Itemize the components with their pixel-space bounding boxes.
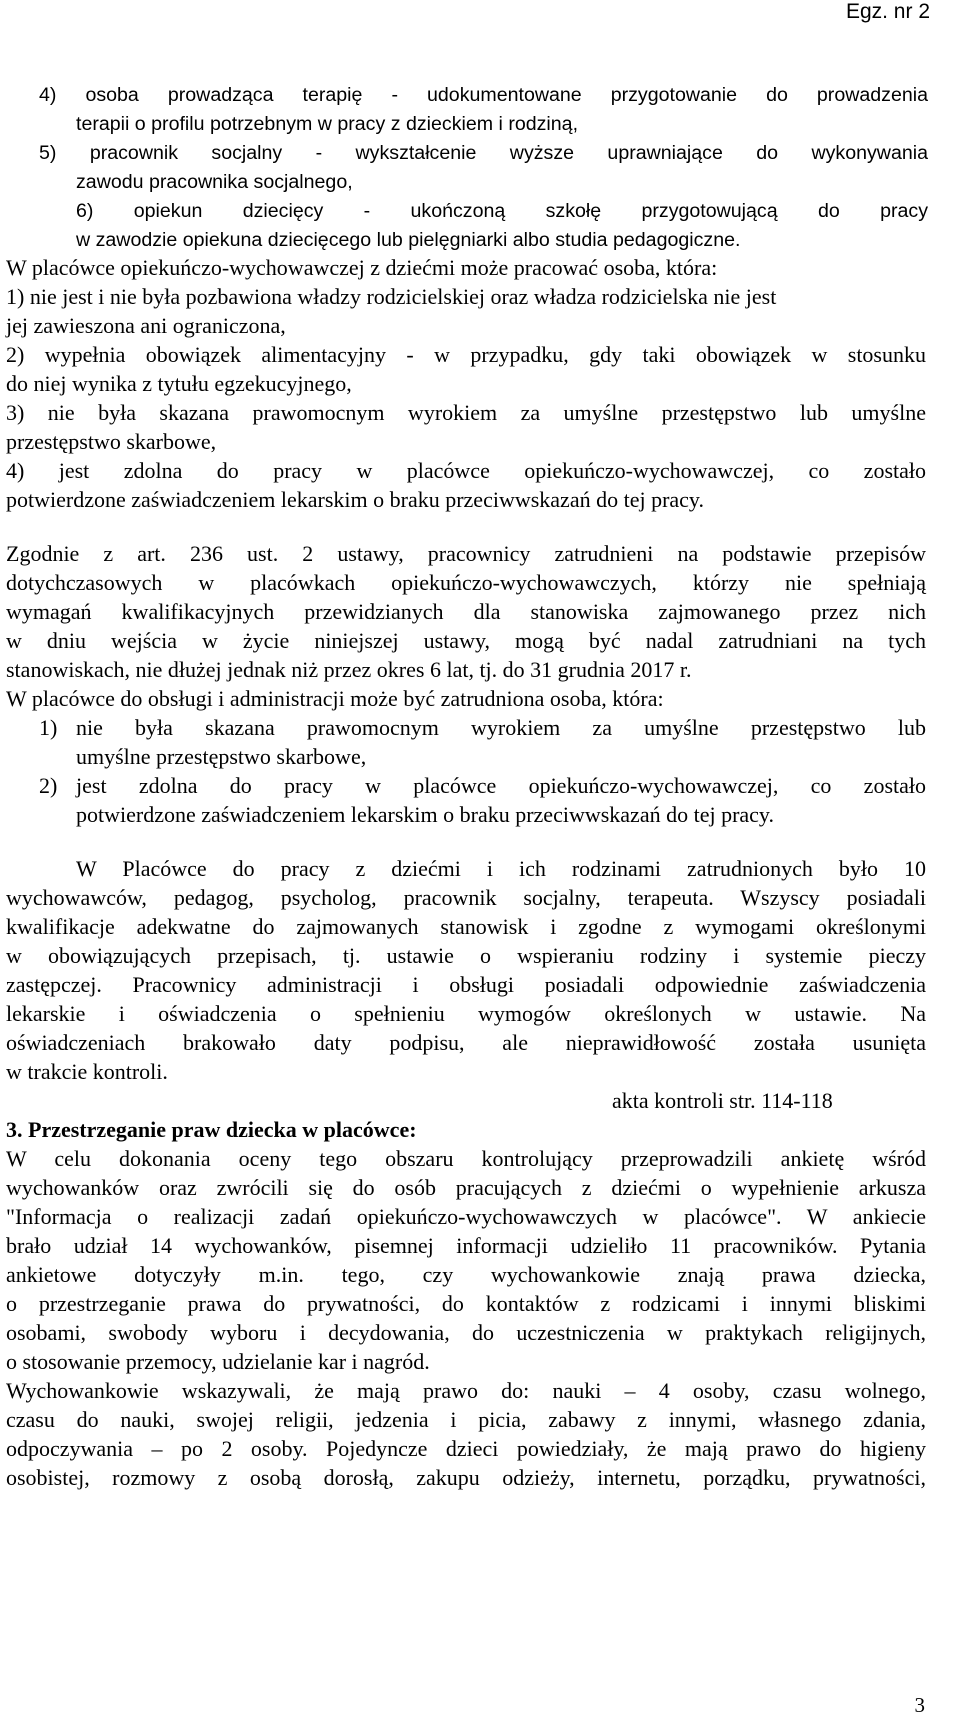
admin-item-1-line2: umyślne przestępstwo skarbowe, [76,744,367,769]
s3-p1-line8: o stosowanie przemocy, udzielanie kar i nagród. [6,1349,430,1374]
s3-p1-line7: osobami, swobody wyboru i decydowania, do uczestniczenia w praktykach religijnych, [6,1320,926,1345]
staff-line2: wychowawców, pedagog, psycholog, pracownik socjalny, terapeuta. Wszyscy posiadali [6,885,926,910]
art236-line2: dotychczasowych w placówkach opiekuńczo-wychowawczych, którzy nie spełniają [6,570,926,595]
list-item-therapist-line1: 4) osoba prowadząca terapię - udokumentowane przygotowanie do prowadzenia [39,84,928,106]
s3-p2-line1: Wychowankowie wskazywali, że mają prawo do: nauki – 4 osoby, czasu wolnego, [6,1378,926,1403]
section-3-heading: 3. Przestrzeganie praw dziecka w placówce: [6,1117,417,1142]
staff-line1: W Placówce do pracy z dziećmi i ich rodzinami zatrudnionych było 10 [76,856,926,881]
staff-line3: kwalifikacje adekwatne do zajmowanych stanowisk i zgodne z wymogami określonymi [6,914,926,939]
audit-file-reference: akta kontroli str. 114-118 [612,1088,833,1113]
requirement-4-line1: 4) jest zdolna do pracy w placówce opiekuńczo-wychowawczej, co zostało [6,458,926,483]
admin-item-2-line2: potwierdzone zaświadczeniem lekarskim o braku przeciwwskazań do tej pracy. [76,802,774,827]
s3-p1-line3: "Informacja o realizacji zadań opiekuńczo-wychowawczych w placówce". W ankiecie [6,1204,926,1229]
list-item-therapist-line2: terapii o profilu potrzebnym w pracy z dzieckiem i rodziną, [76,113,579,135]
list-item-child-carer-line2: w zawodzie opiekuna dziecięcego lub pielęgniarki albo studia pedagogiczne. [76,229,741,251]
s3-p1-line4: brało udział 14 wychowanków, pisemnej informacji udzieliło 11 pracowników. Pytania [6,1233,926,1258]
requirement-3-line1: 3) nie była skazana prawomocnym wyrokiem za umyślne przestępstwo lub umyślne [6,400,926,425]
admin-item-1-number: 1) [39,715,58,740]
art236-line5: stanowiskach, nie dłużej jednak niż przez okres 6 lat, tj. do 31 grudnia 2017 r. [6,657,692,682]
staff-line4: w obowiązujących przepisach, tj. ustawie o wspieraniu rodziny i systemie pieczy [6,943,926,968]
requirement-4-line2: potwierdzone zaświadczeniem lekarskim o braku przeciwwskazań do tej pracy. [6,487,704,512]
admin-intro: W placówce do obsługi i administracji może być zatrudniona osoba, która: [6,686,664,711]
requirement-2-line2: do niej wynika z tytułu egzekucyjnego, [6,371,352,396]
s3-p1-line2: wychowanków oraz zwrócili się do osób pracujących z dziećmi o wypełnienie arkusza [6,1175,926,1200]
s3-p1-line6: o przestrzeganie prawa do prywatności, do kontaktów z rodzicami i innymi bliskimi [6,1291,926,1316]
staff-line6: lekarskie i oświadczenia o spełnieniu wymogów określonych w ustawie. Na [6,1001,926,1026]
s3-p1-line5: ankietowe dotyczyły m.in. tego, czy wychowankowie znają prawa dziecka, [6,1262,926,1287]
list-item-social-worker-line1: 5) pracownik socjalny - wykształcenie wyższe uprawniające do wykonywania [39,142,928,164]
list-item-child-carer-line1: 6) opiekun dziecięcy - ukończoną szkołę przygotowującą do pracy [76,200,928,222]
art236-line1: Zgodnie z art. 236 ust. 2 ustawy, pracownicy zatrudnieni na podstawie przepisów [6,541,926,566]
requirement-1-line2: jej zawieszona ani ograniczona, [6,313,286,338]
s3-p2-line3: odpoczywania – po 2 osoby. Pojedyncze dzieci powiedziały, że mają prawo do higieny [6,1436,926,1461]
admin-item-1-line1: nie była skazana prawomocnym wyrokiem za umyślne przestępstwo lub [76,715,926,740]
staff-line5: zastępczej. Pracownicy administracji i obsługi posiadali odpowiednie zaświadczenia [6,972,926,997]
art236-line3: wymagań kwalifikacyjnych przewidzianych dla stanowiska zajmowanego przez nich [6,599,926,624]
art236-line4: w dniu wejścia w życie niniejszej ustawy, mogą być nadal zatrudniani na tych [6,628,926,653]
staff-line8: w trakcie kontroli. [6,1059,168,1084]
admin-item-2-line1: jest zdolna do pracy w placówce opiekuńczo-wychowawczej, co zostało [76,773,926,798]
s3-p2-line2: czasu do nauki, swojej religii, jedzenia i picia, zabawy z innymi, własnego zdania, [6,1407,926,1432]
requirement-2-line1: 2) wypełnia obowiązek alimentacyjny - w przypadku, gdy taki obowiązek w stosunku [6,342,926,367]
admin-item-2-number: 2) [39,773,58,798]
staff-line7: oświadczeniach brakowało daty podpisu, ale nieprawidłowość została usunięta [6,1030,926,1055]
s3-p2-line4: osobistej, rozmowy z osobą dorosłą, zakupu odzieży, internetu, porządku, prywatności, [6,1465,926,1490]
requirements-intro: W placówce opiekuńczo-wychowawczej z dziećmi może pracować osoba, która: [6,255,718,280]
requirement-1-line1: 1) nie jest i nie była pozbawiona władzy rodzicielskiej oraz władza rodzicielska nie jest [6,284,777,309]
s3-p1-line1: W celu dokonania oceny tego obszaru kontrolujący przeprowadzili ankietę wśród [6,1146,926,1171]
requirement-3-line2: przestępstwo skarbowe, [6,429,217,454]
page-number: 3 [914,1693,925,1717]
document-copy-number: Egz. nr 2 [845,0,930,23]
list-item-social-worker-line2: zawodu pracownika socjalnego, [76,171,353,193]
